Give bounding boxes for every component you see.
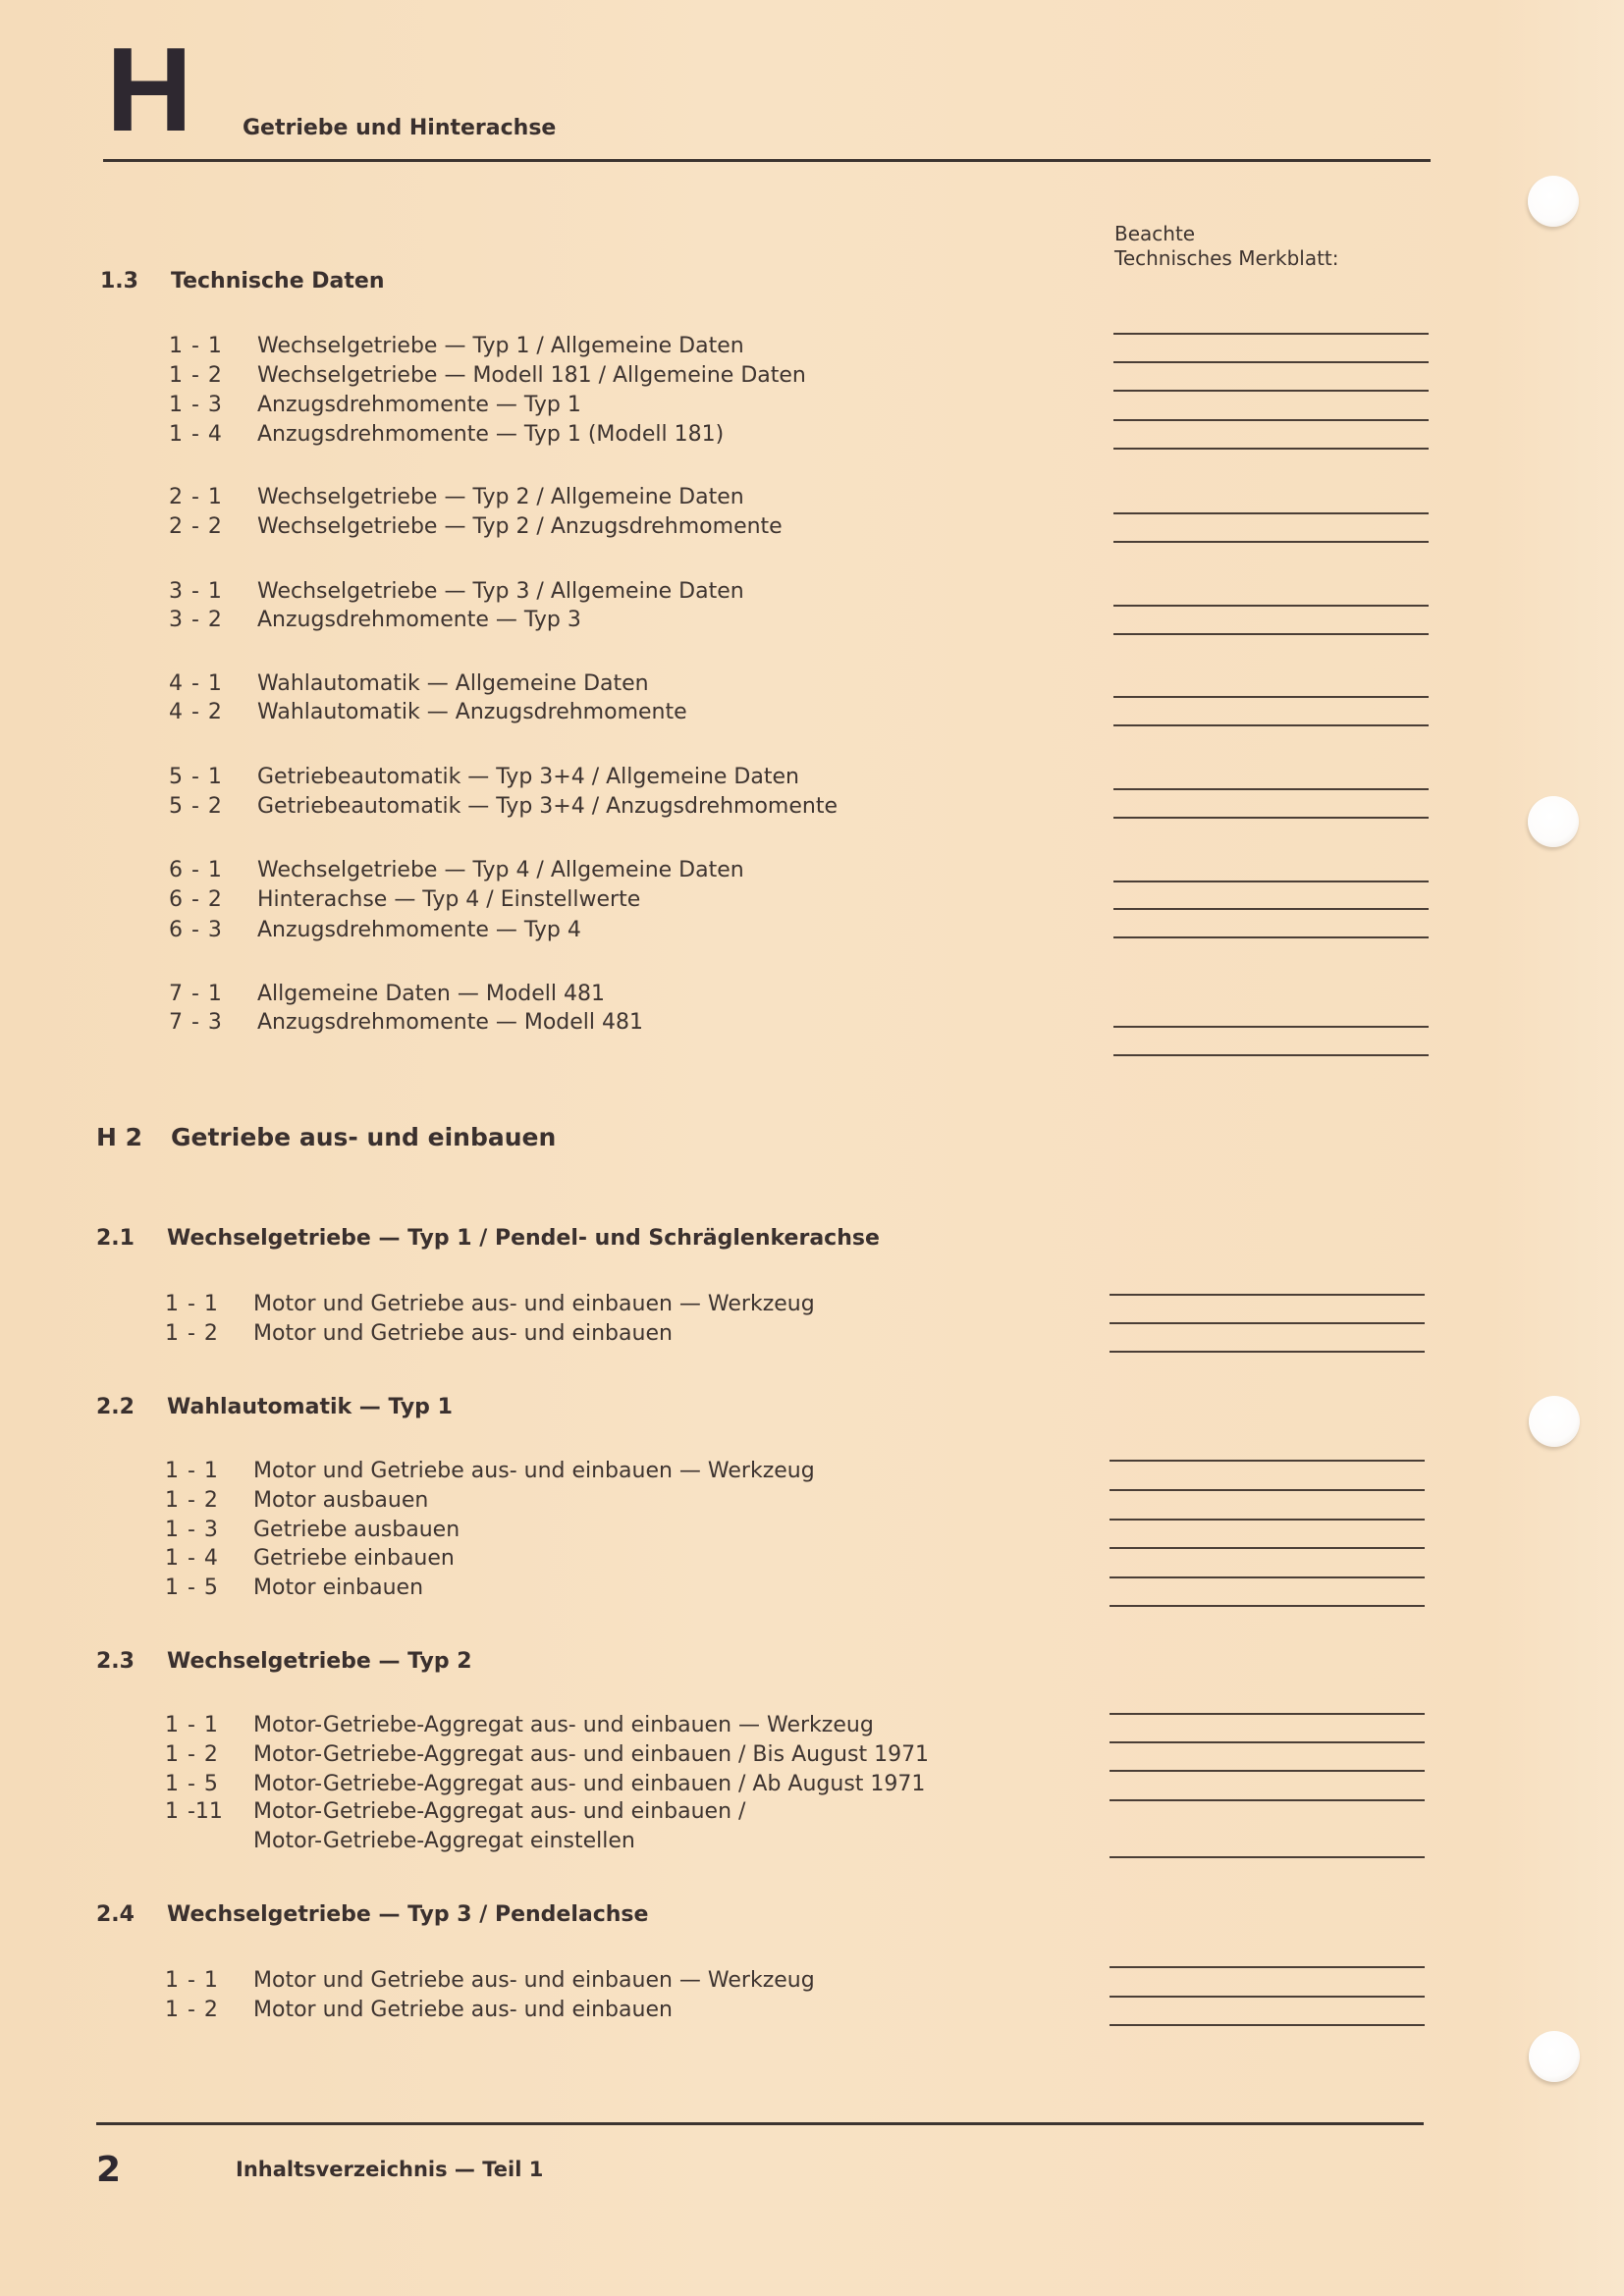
- item-code: 6 - 2: [169, 887, 222, 912]
- note-write-line: [1110, 1519, 1425, 1521]
- item-title: Wahlautomatik — Anzugsdrehmomente: [257, 700, 687, 724]
- section-number: 2.4: [96, 1902, 135, 1927]
- section-title: Wahlautomatik — Typ 1: [167, 1395, 453, 1419]
- item-code: 4 - 2: [169, 700, 222, 724]
- item-code: 6 - 1: [169, 858, 222, 882]
- item-title: Motor-Getriebe-Aggregat einstellen: [253, 1829, 635, 1853]
- note-write-line: [1110, 1460, 1425, 1462]
- note-write-line: [1110, 1605, 1425, 1607]
- item-code: 1 - 1: [165, 1459, 218, 1483]
- note-write-line: [1113, 881, 1429, 882]
- item-code: 1 - 2: [165, 1742, 218, 1767]
- section-title: Wechselgetriebe — Typ 2: [167, 1649, 472, 1674]
- item-title: Motor und Getriebe aus- und einbauen — Werkzeug: [253, 1968, 815, 1993]
- note-write-line: [1110, 1322, 1425, 1324]
- note-write-line: [1113, 696, 1429, 698]
- punch-hole: [1528, 796, 1579, 847]
- item-title: Anzugsdrehmomente — Modell 481: [257, 1010, 644, 1035]
- h2-number: H 2: [96, 1123, 143, 1151]
- punch-hole: [1529, 1396, 1580, 1447]
- item-code: 5 - 1: [169, 765, 222, 789]
- note-write-line: [1113, 512, 1429, 514]
- punch-hole: [1528, 176, 1579, 227]
- footer-title: Inhaltsverzeichnis — Teil 1: [236, 2158, 544, 2181]
- note-write-line: [1113, 333, 1429, 335]
- item-title: Motor und Getriebe aus- und einbauen — Werkzeug: [253, 1459, 815, 1483]
- item-title: Wahlautomatik — Allgemeine Daten: [257, 671, 649, 696]
- item-code: 1 - 3: [169, 393, 222, 417]
- item-title: Getriebe ausbauen: [253, 1518, 460, 1542]
- item-title: Motor und Getriebe aus- und einbauen — Werkzeug: [253, 1292, 815, 1316]
- item-title: Motor ausbauen: [253, 1488, 429, 1513]
- item-code: 1 - 2: [165, 1998, 218, 2022]
- item-title: Motor und Getriebe aus- und einbauen: [253, 1321, 673, 1346]
- note-write-line: [1110, 1799, 1425, 1801]
- h2-title: Getriebe aus- und einbauen: [171, 1123, 557, 1151]
- note-write-line: [1110, 1713, 1425, 1715]
- item-code: 1 - 2: [165, 1488, 218, 1513]
- note-write-line: [1110, 1966, 1425, 1968]
- item-code: 1 - 1: [165, 1713, 218, 1737]
- item-code: 3 - 2: [169, 608, 222, 632]
- item-code: 1 - 5: [165, 1575, 218, 1600]
- note-write-line: [1110, 1741, 1425, 1743]
- item-code: 1 - 1: [165, 1292, 218, 1316]
- note-write-line: [1113, 448, 1429, 450]
- item-code: 1 -11: [165, 1799, 223, 1824]
- item-code: 7 - 1: [169, 982, 222, 1006]
- item-code: 4 - 1: [169, 671, 222, 696]
- section-title: Wechselgetriebe — Typ 1 / Pendel- und Schräglenkerachse: [167, 1226, 880, 1251]
- item-title: Wechselgetriebe — Typ 2 / Anzugsdrehmomente: [257, 514, 783, 539]
- item-title: Anzugsdrehmomente — Typ 4: [257, 918, 581, 942]
- note-write-line: [1113, 1054, 1429, 1056]
- footer-rule: [96, 2122, 1424, 2125]
- note-write-line: [1110, 1770, 1425, 1772]
- item-code: 1 - 1: [169, 334, 222, 358]
- item-title: Motor und Getriebe aus- und einbauen: [253, 1998, 673, 2022]
- section-title: Wechselgetriebe — Typ 3 / Pendelachse: [167, 1902, 649, 1927]
- header-rule: [103, 159, 1431, 162]
- note-write-line: [1110, 1489, 1425, 1491]
- page-number: 2: [96, 2150, 122, 2190]
- item-code: 1 - 3: [165, 1518, 218, 1542]
- note-write-line: [1110, 1996, 1425, 1998]
- item-code: 1 - 1: [165, 1968, 218, 1993]
- note-write-line: [1113, 788, 1429, 790]
- chapter-title: Getriebe und Hinterachse: [243, 116, 557, 140]
- note-write-line: [1113, 1026, 1429, 1028]
- note-write-line: [1113, 390, 1429, 392]
- note-write-line: [1110, 1856, 1425, 1858]
- item-title: Wechselgetriebe — Typ 3 / Allgemeine Daten: [257, 579, 744, 604]
- item-title: Allgemeine Daten — Modell 481: [257, 982, 605, 1006]
- item-title: Anzugsdrehmomente — Typ 1: [257, 393, 581, 417]
- note-write-line: [1110, 2024, 1425, 2026]
- item-title: Wechselgetriebe — Typ 4 / Allgemeine Daten: [257, 858, 744, 882]
- note-label-merkblatt: Technisches Merkblatt:: [1114, 246, 1339, 270]
- note-write-line: [1110, 1294, 1425, 1296]
- note-label-beachte: Beachte: [1114, 222, 1196, 245]
- chapter-letter: H: [106, 23, 193, 156]
- note-write-line: [1113, 633, 1429, 635]
- item-title: Motor-Getriebe-Aggregat aus- und einbauen /: [253, 1799, 746, 1824]
- section-number: 2.3: [96, 1649, 135, 1674]
- item-code: 2 - 2: [169, 514, 222, 539]
- item-code: 5 - 2: [169, 794, 222, 819]
- item-code: 6 - 3: [169, 918, 222, 942]
- note-write-line: [1113, 419, 1429, 421]
- item-title: Getriebe einbauen: [253, 1546, 455, 1571]
- note-write-line: [1113, 936, 1429, 938]
- item-code: 3 - 1: [169, 579, 222, 604]
- section-number: 2.1: [96, 1226, 135, 1251]
- item-code: 7 - 3: [169, 1010, 222, 1035]
- item-title: Anzugsdrehmomente — Typ 1 (Modell 181): [257, 422, 725, 447]
- item-title: Motor einbauen: [253, 1575, 424, 1600]
- section-number: 2.2: [96, 1395, 135, 1419]
- item-title: Getriebeautomatik — Typ 3+4 / Anzugsdrehmomente: [257, 794, 838, 819]
- note-write-line: [1113, 605, 1429, 607]
- note-write-line: [1110, 1351, 1425, 1353]
- item-title: Wechselgetriebe — Modell 181 / Allgemeine Daten: [257, 363, 806, 388]
- item-title: Motor-Getriebe-Aggregat aus- und einbauen — Werkzeug: [253, 1713, 874, 1737]
- item-title: Hinterachse — Typ 4 / Einstellwerte: [257, 887, 641, 912]
- item-title: Motor-Getriebe-Aggregat aus- und einbauen / Ab August 1971: [253, 1772, 926, 1796]
- section-title: Technische Daten: [171, 269, 385, 294]
- note-write-line: [1113, 817, 1429, 819]
- item-code: 1 - 4: [169, 422, 222, 447]
- item-code: 1 - 4: [165, 1546, 218, 1571]
- section-number: 1.3: [100, 269, 138, 294]
- item-code: 1 - 5: [165, 1772, 218, 1796]
- note-write-line: [1113, 724, 1429, 726]
- item-code: 2 - 1: [169, 485, 222, 509]
- item-title: Getriebeautomatik — Typ 3+4 / Allgemeine Daten: [257, 765, 799, 789]
- note-write-line: [1110, 1576, 1425, 1578]
- item-code: 1 - 2: [165, 1321, 218, 1346]
- note-write-line: [1110, 1547, 1425, 1549]
- note-write-line: [1113, 541, 1429, 543]
- note-write-line: [1113, 908, 1429, 910]
- item-title: Wechselgetriebe — Typ 2 / Allgemeine Daten: [257, 485, 744, 509]
- item-title: Motor-Getriebe-Aggregat aus- und einbauen / Bis August 1971: [253, 1742, 930, 1767]
- item-title: Wechselgetriebe — Typ 1 / Allgemeine Daten: [257, 334, 744, 358]
- note-write-line: [1113, 361, 1429, 363]
- item-title: Anzugsdrehmomente — Typ 3: [257, 608, 581, 632]
- punch-hole: [1529, 2031, 1580, 2082]
- item-code: 1 - 2: [169, 363, 222, 388]
